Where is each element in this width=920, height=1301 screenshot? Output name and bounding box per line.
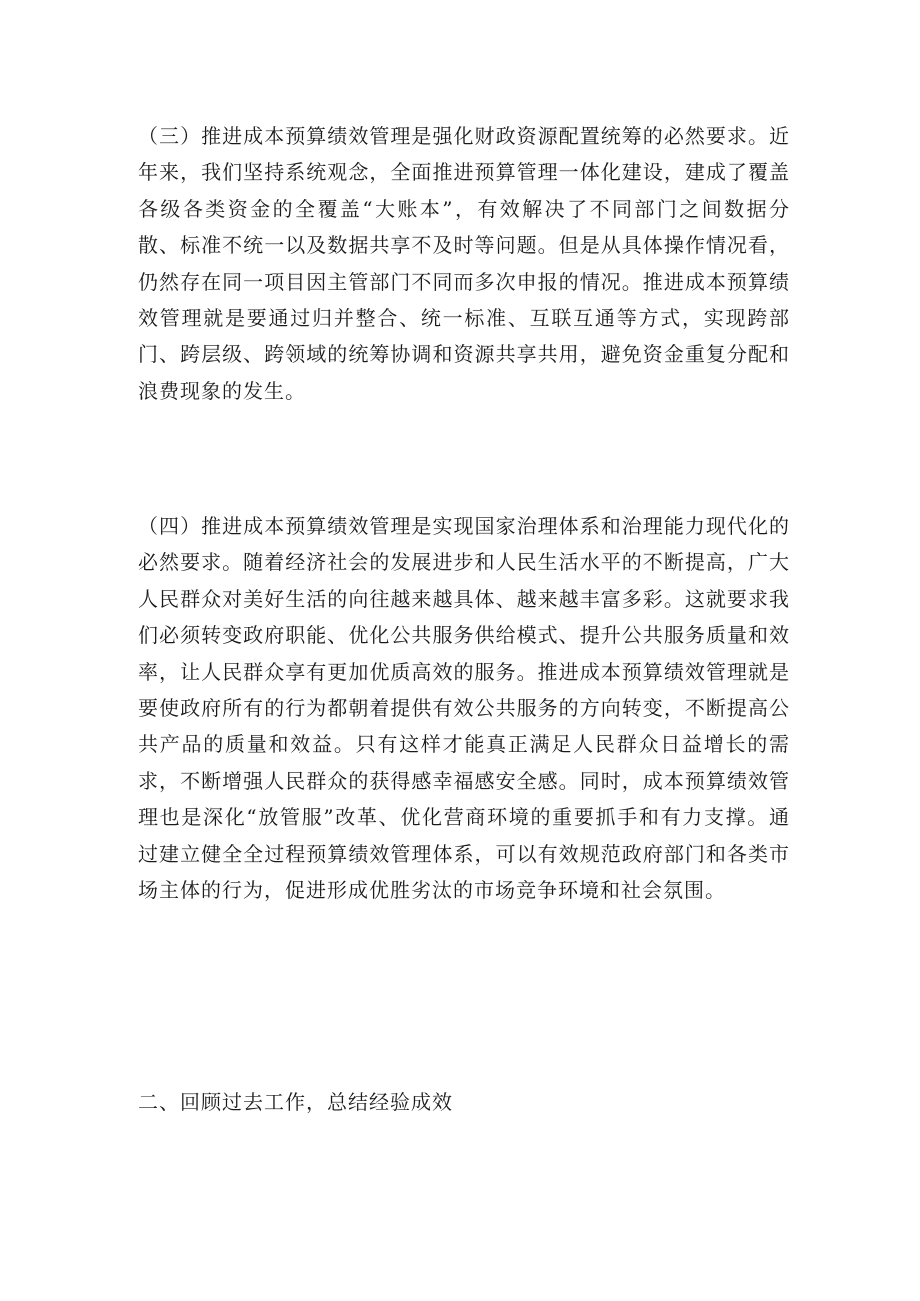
paragraph-section-four: （四）推进成本预算绩效管理是实现国家治理体系和治理能力现代化的必然要求。随着经济社会的发展进步和人民生活水平的不断提高，广大人民群众对美好生活的向往越来越具体、越来越丰富多彩。这就要求我们必须转变政府职能、优化公共服务供给模式、提升公共服务质量和效率，让人民群众享有更加优质高效的服务。推进成本预算绩效管理就是要使政府所有的行为都朝着提供有效公共服务的方向转变，不断提高公共产品的质量和效益。只有这样才能真正满足人民群众日益增长的需求，不断增强人民群众的获得感幸福感安全感。同时，成本预算绩效管理也是深化“放管服”改革、优化营商环境的重要抓手和有力支撑。通过建立健全全过程预算绩效管理体系，可以有效规范政府部门和各类市场主体的行为，促进形成优胜劣汰的市场竞争环境和社会氛围。 [138, 514, 790, 903]
section-heading: 二、回顾过去工作，总结经验成效 [138, 1090, 453, 1114]
paragraph-section-three: （三）推进成本预算绩效管理是强化财政资源配置统筹的必然要求。近年来，我们坚持系统观念，全面推进预算管理一体化建设，建成了覆盖各级各类资金的全覆盖“大账本”，有效解决了不同部门之间数据分散、标准不统一以及数据共享不及时等问题。但是从具体操作情况看，仍然存在同一项目因主管部门不同而多次申报的情况。推进成本预算绩效管理就是要通过归并整合、统一标准、互联互通等方式，实现跨部门、跨层级、跨领域的统筹协调和资源共享共用，避免资金重复分配和浪费现象的发生。 [138, 124, 790, 403]
